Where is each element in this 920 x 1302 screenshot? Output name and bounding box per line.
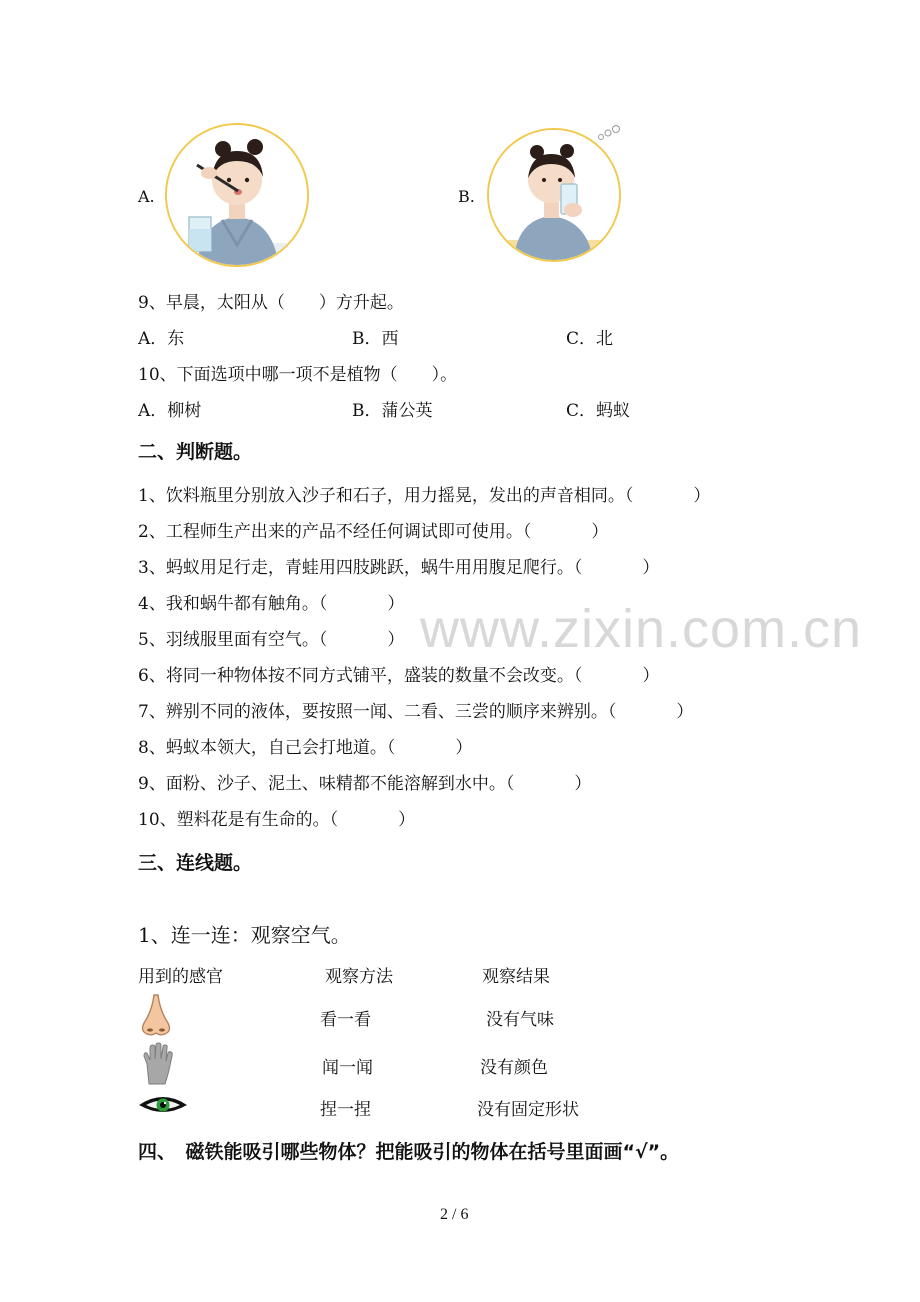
judge-text: 5、羽绒服里面有空气。（ <box>138 630 328 650</box>
q9-option-b: B．西 <box>352 329 399 349</box>
answer-blank[interactable]: ） <box>398 810 416 830</box>
method-1[interactable]: 看一看 <box>320 1010 371 1030</box>
section2-title: 二、判断题。 <box>138 441 253 463</box>
q10-option-b: B．蒲公英 <box>352 401 433 421</box>
judge-text: 9、面粉、沙子、泥土、味精都不能溶解到水中。（ <box>138 774 515 794</box>
method-3[interactable]: 捏一捏 <box>320 1100 371 1120</box>
section3-title: 三、连线题。 <box>138 852 253 874</box>
answer-blank[interactable]: ） <box>387 594 405 614</box>
section4-title: 四、 磁铁能吸引哪些物体？把能吸引的物体在括号里面画“√”。 <box>138 1141 680 1163</box>
answer-blank[interactable]: ） <box>693 486 711 506</box>
judge-text: 2、工程师生产出来的产品不经任何调试即可使用。（ <box>138 522 532 542</box>
result-1[interactable]: 没有气味 <box>486 1010 554 1030</box>
judge-text: 4、我和蜗牛都有触角。（ <box>138 594 328 614</box>
q9-option-a: A．东 <box>138 329 185 349</box>
q10-option-c: C．蚂蚁 <box>566 401 631 421</box>
judge-text: 1、饮料瓶里分别放入沙子和石子，用力摇晃，发出的声音相同。（ <box>138 486 634 506</box>
judge-text: 10、塑料花是有生命的。（ <box>138 810 339 830</box>
header-result: 观察结果 <box>482 967 550 987</box>
judge-item-10 <box>138 805 415 830</box>
answer-blank[interactable]: ） <box>387 630 405 650</box>
q8-option-a-label: A. <box>138 187 155 206</box>
girl-drinking-icon <box>487 128 621 262</box>
judge-text: 7、辨别不同的液体，要按照一闻、二看、三尝的顺序来辨别。（ <box>138 702 617 722</box>
judge-item-6 <box>138 661 659 686</box>
q10-option-a: A．柳树 <box>138 401 202 421</box>
thought-bubble-icon <box>596 124 622 142</box>
judge-item-3 <box>138 553 659 578</box>
judge-item-2 <box>138 517 608 542</box>
section3-question: 1、连一连：观察空气。 <box>138 923 351 947</box>
result-2[interactable]: 没有颜色 <box>480 1058 548 1078</box>
method-2[interactable]: 闻一闻 <box>322 1058 373 1078</box>
eye-icon[interactable] <box>138 1094 188 1116</box>
q9-text: 9、早晨，太阳从（ ）方升起。 <box>138 293 404 313</box>
judge-text: 6、将同一种物体按不同方式铺平，盛装的数量不会改变。（ <box>138 666 583 686</box>
judge-text: 8、蚂蚁本领大，自己会打地道。（ <box>138 738 396 758</box>
header-senses: 用到的感官 <box>138 967 223 987</box>
answer-blank[interactable]: ） <box>642 558 660 578</box>
q10-text: 10、下面选项中哪一项不是植物（ ）。 <box>138 365 458 385</box>
answer-blank[interactable]: ） <box>591 522 609 542</box>
girl-with-straw-icon <box>165 123 309 267</box>
answer-blank[interactable]: ） <box>676 702 694 722</box>
result-3[interactable]: 没有固定形状 <box>477 1100 579 1120</box>
judge-item-9 <box>138 769 591 794</box>
q9-option-c: C．北 <box>566 329 614 349</box>
hand-icon[interactable] <box>140 1042 174 1086</box>
judge-item-1 <box>138 481 710 506</box>
watermark: www.zixin.com.cn <box>420 599 863 659</box>
nose-icon[interactable] <box>138 993 174 1037</box>
answer-blank[interactable]: ） <box>455 738 473 758</box>
answer-blank[interactable]: ） <box>642 666 660 686</box>
header-method: 观察方法 <box>325 967 393 987</box>
judge-item-8 <box>138 733 472 758</box>
judge-item-5 <box>138 625 404 650</box>
q8-option-b-label: B. <box>458 187 475 206</box>
page-number: 2 / 6 <box>440 1206 469 1223</box>
judge-text: 3、蚂蚁用足行走，青蛙用四肢跳跃，蜗牛用用腹足爬行。（ <box>138 558 583 578</box>
answer-blank[interactable]: ） <box>574 774 592 794</box>
judge-item-4 <box>138 589 404 614</box>
judge-item-7 <box>138 697 693 722</box>
